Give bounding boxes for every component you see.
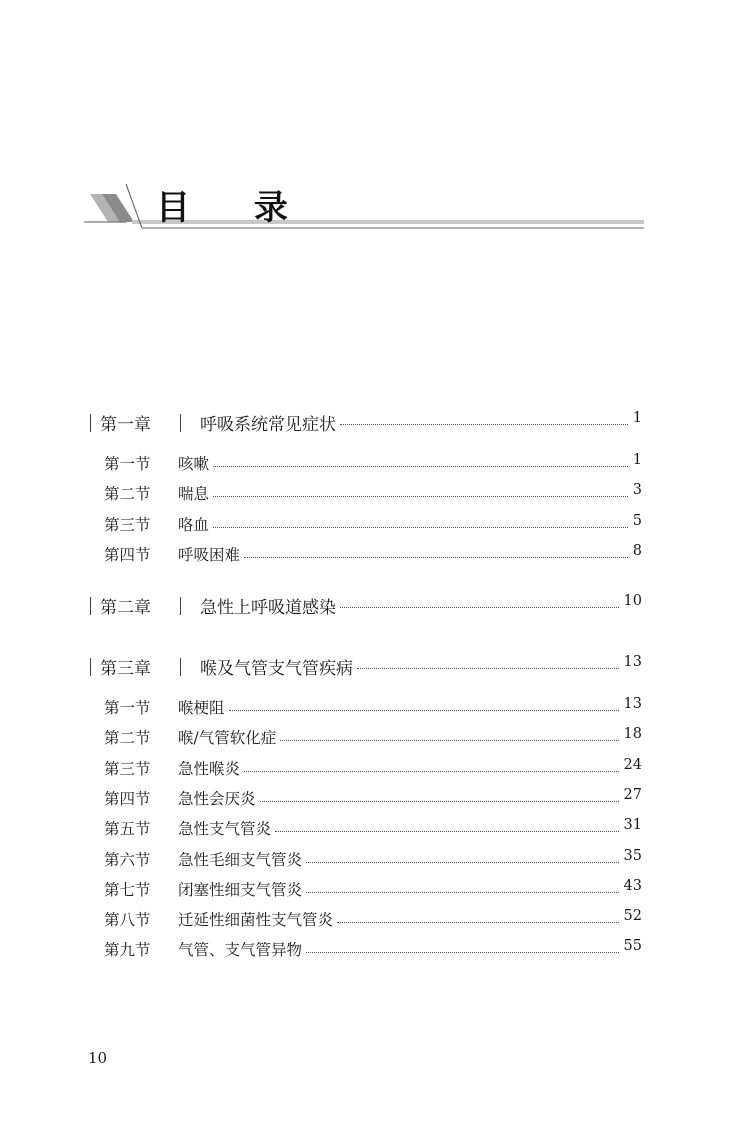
section-title: 急性毛细支气管炎 [178,850,303,869]
section-label: 第六节 [104,850,151,869]
section-title: 急性会厌炎 [178,789,256,808]
dot-leader [340,607,619,608]
section-title: 迁延性细菌性支气管炎 [178,911,334,930]
section-label: 第三节 [104,759,151,778]
section-entry[interactable] [0,757,750,781]
dot-leader [244,557,628,558]
section-entry[interactable] [0,452,750,476]
chapter-bracket-left [90,658,91,676]
section-label: 第二节 [104,485,151,504]
section-label: 第一节 [104,455,151,473]
dot-leader [306,862,619,863]
section-page-number: 27 [623,786,642,803]
section-entry[interactable] [0,787,750,811]
section-label: 第三节 [104,515,151,534]
section-page-number: 43 [623,877,642,894]
chapter-bracket-right [180,414,181,432]
chapter-title: 喉及气管支气管疾病 [200,659,353,679]
chapter-label: 第一章 [100,415,151,435]
section-entry[interactable] [0,938,750,962]
section-page-number: 52 [623,908,642,925]
dot-leader [280,740,619,741]
chapter-entry[interactable] [0,410,750,436]
dot-leader [229,710,619,711]
dot-leader [357,668,619,669]
page-number: 10 [88,1049,108,1067]
chapter-page-number: 10 [623,593,642,609]
section-label: 第一节 [104,699,151,717]
section-label: 第五节 [104,820,151,839]
section-page-number: 8 [632,542,642,559]
dot-leader [306,892,619,893]
chapter-bracket-right [180,658,181,676]
section-page-number: 31 [623,817,642,834]
section-title: 急性喉炎 [178,759,241,778]
section-title: 咳嗽 [178,455,210,473]
section-label: 第七节 [104,880,151,899]
section-label: 第四节 [104,789,151,808]
section-title: 喘息 [178,485,210,504]
dot-leader [340,424,628,425]
dot-leader [275,831,619,832]
section-label: 第九节 [104,941,151,960]
section-page-number: 18 [623,726,642,743]
section-title: 闭塞性细支气管炎 [178,880,303,899]
section-page-number: 13 [623,696,642,712]
section-label: 第二节 [104,729,151,748]
chapter-title: 呼吸系统常见症状 [200,415,336,435]
section-entry[interactable] [0,726,750,750]
section-title: 喉梗阻 [178,699,225,717]
chapter-page-number: 1 [632,410,642,426]
section-entry[interactable] [0,513,750,537]
chapter-bracket-left [90,597,91,615]
section-title: 咯血 [178,515,210,534]
dot-leader [244,771,619,772]
dot-leader [306,952,619,953]
dot-leader [213,466,628,467]
section-entry[interactable] [0,482,750,506]
section-title: 喉/气管软化症 [178,729,277,748]
section-entry[interactable] [0,848,750,872]
dot-leader [337,922,619,923]
section-page-number: 55 [623,938,642,955]
chapter-bracket-right [180,597,181,615]
section-entry[interactable] [0,878,750,902]
section-entry[interactable] [0,817,750,841]
chapter-title: 急性上呼吸道感染 [200,598,336,618]
chapter-label: 第二章 [100,598,151,618]
section-page-number: 1 [632,452,642,468]
section-page-number: 5 [632,512,642,529]
section-entry[interactable] [0,543,750,567]
section-page-number: 24 [623,756,642,773]
chapter-bracket-left [90,414,91,432]
dot-leader [213,496,628,497]
section-label: 第八节 [104,911,151,930]
section-title: 呼吸困难 [178,545,241,564]
chapter-label: 第三章 [100,659,151,679]
section-label: 第四节 [104,545,151,564]
chapter-page-number: 13 [623,654,642,670]
chapter-entry[interactable] [0,654,750,680]
section-page-number: 35 [623,847,642,864]
section-title: 气管、支气管异物 [178,941,303,960]
section-entry[interactable] [0,908,750,932]
section-title: 急性支气管炎 [178,820,272,839]
dot-leader [260,801,619,802]
chapter-entry[interactable] [0,593,750,619]
section-entry[interactable] [0,696,750,720]
section-page-number: 3 [632,482,642,499]
dot-leader [213,527,628,528]
page-title: 目 录 [156,188,314,228]
